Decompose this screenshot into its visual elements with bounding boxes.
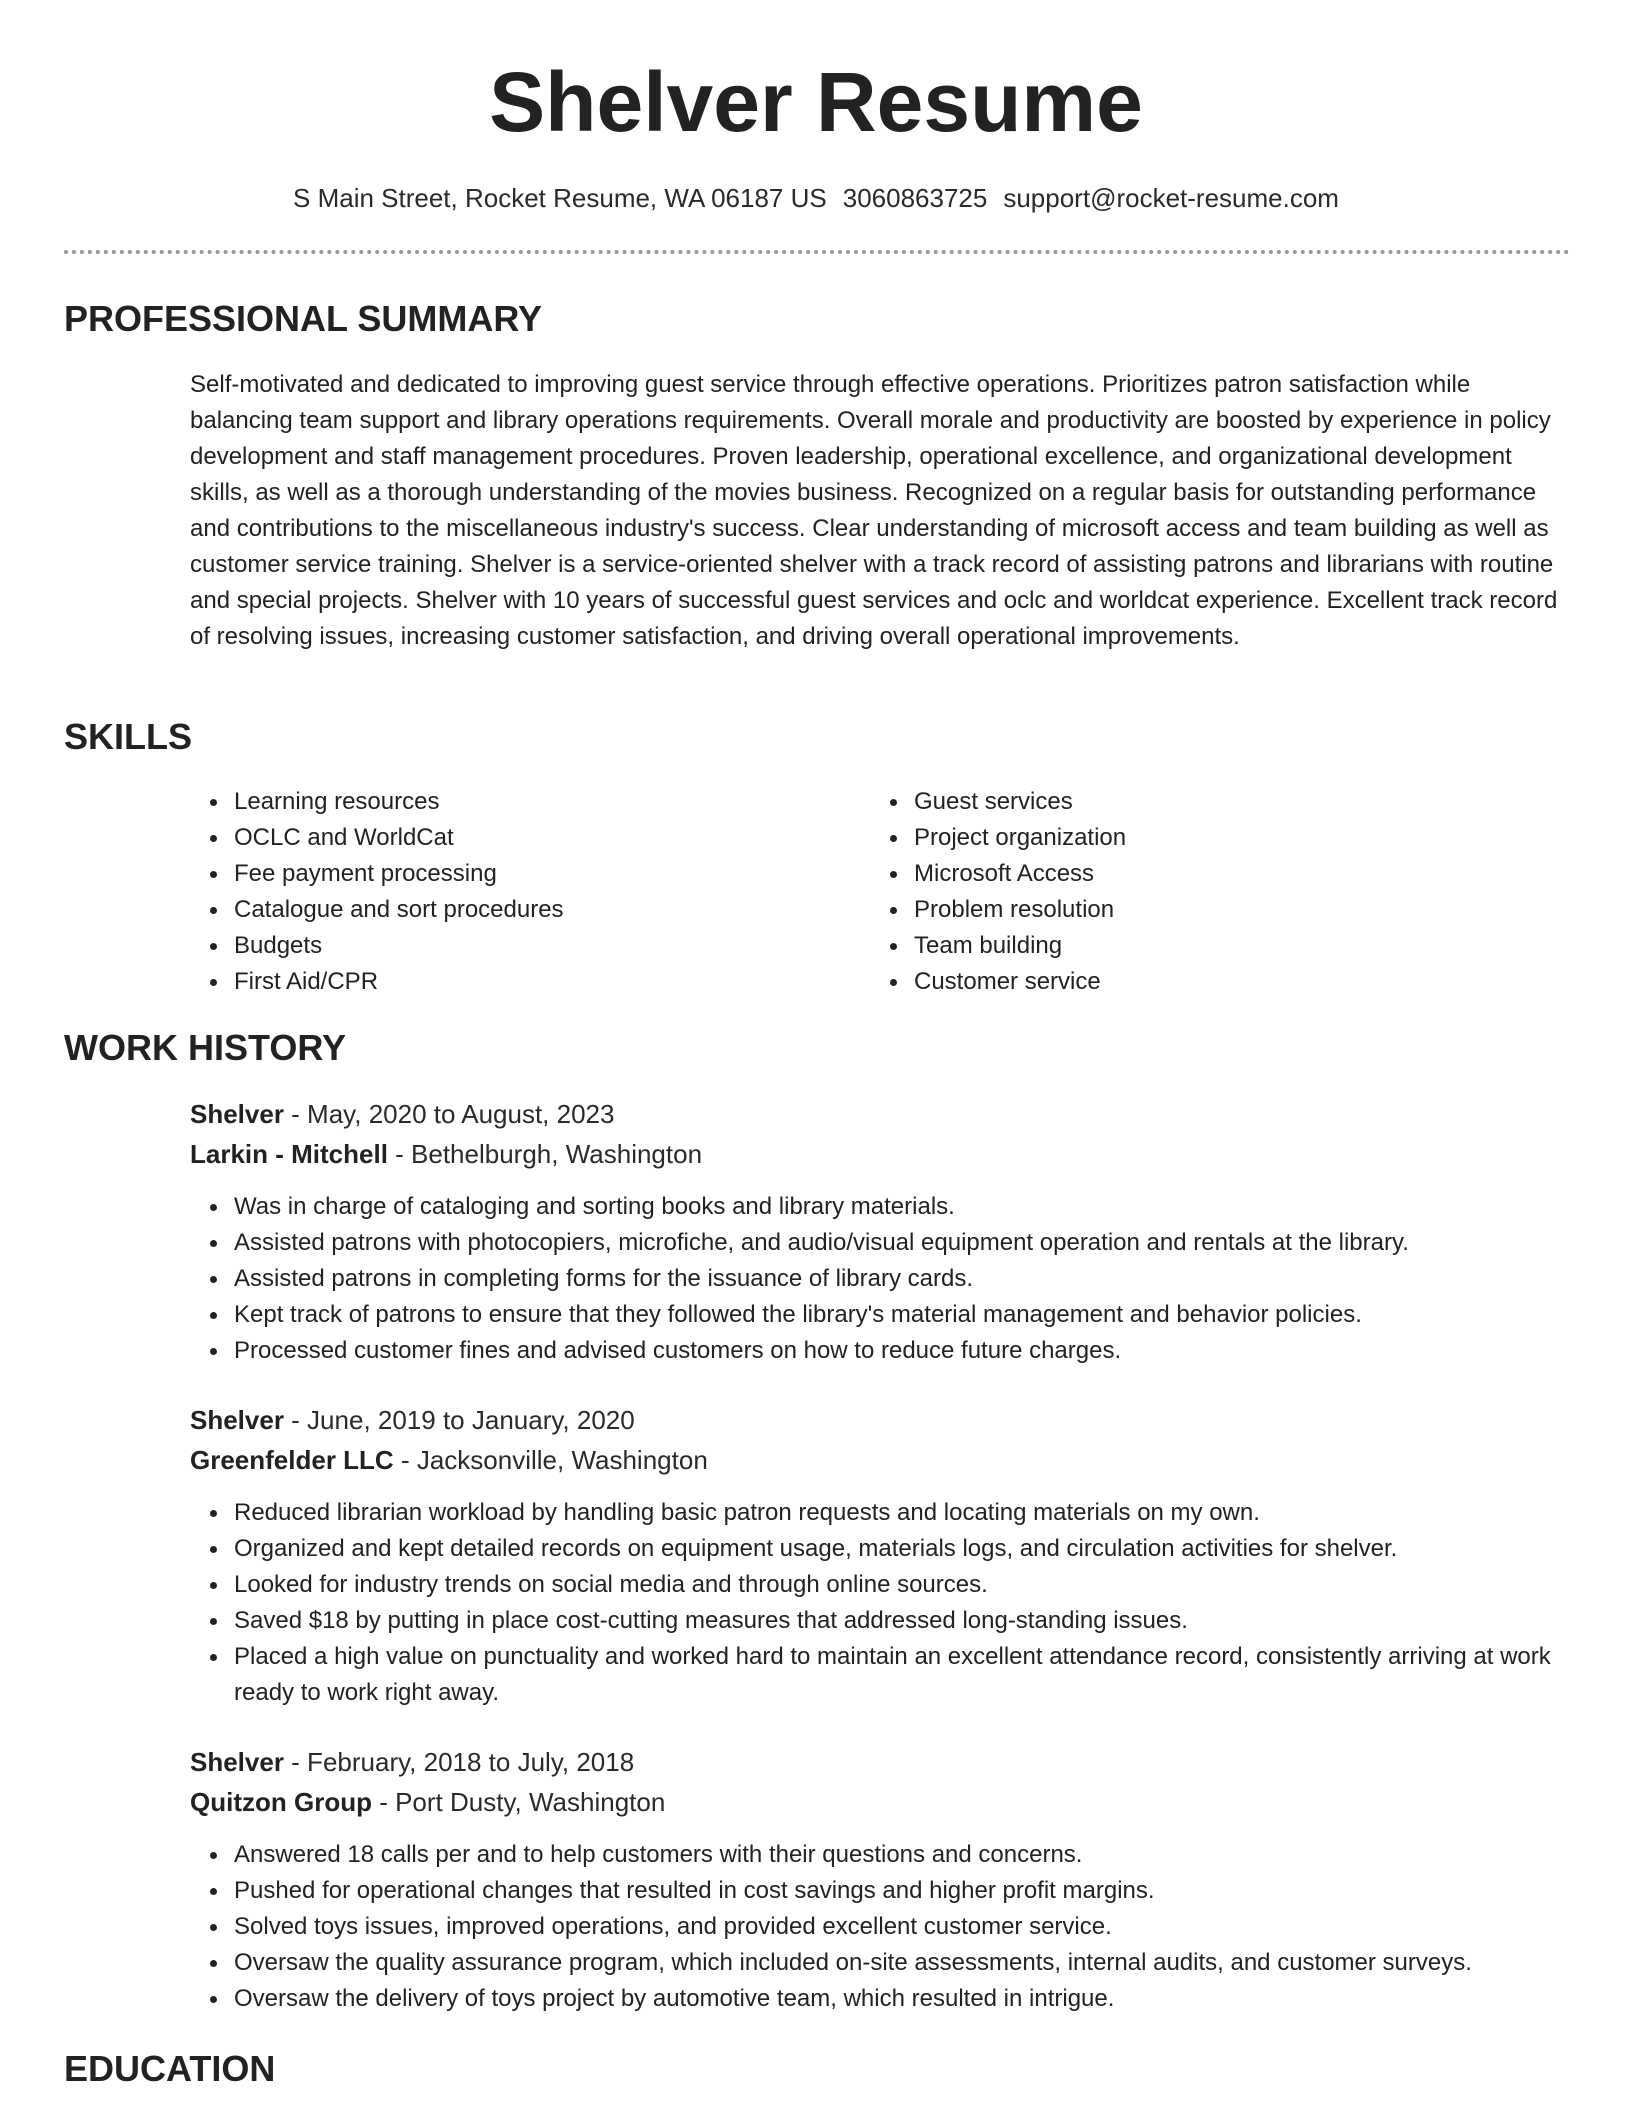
job-bullet: Processed customer fines and advised customers on how to reduce future charges. (190, 1333, 1570, 1369)
job-bullet: Placed a high value on punctuality and worked hard to maintain an excellent attendance record, consistently arriving at work ready to work right away. (190, 1639, 1570, 1711)
job-role: Shelver (190, 1099, 284, 1129)
job-bullets (190, 1189, 1570, 1369)
address-text: S Main Street, Rocket Resume, WA 06187 US (293, 183, 827, 213)
job-bullet: Reduced librarian workload by handling basic patron requests and locating materials on my own. (190, 1495, 1570, 1531)
job-company: Quitzon Group (190, 1787, 372, 1817)
education-heading: EDUCATION (64, 2048, 276, 2089)
skill-item: Budgets (190, 928, 830, 964)
email-text: support@rocket-resume.com (1003, 183, 1339, 213)
skill-item: Customer service (870, 964, 1570, 1000)
summary-heading: PROFESSIONAL SUMMARY (64, 298, 543, 339)
job-company: Greenfelder LLC (190, 1445, 394, 1475)
skills-list-left (190, 784, 830, 1000)
phone-text: 3060863725 (842, 183, 988, 213)
job-location: - Bethelburgh, Washington (387, 1139, 703, 1169)
skill-item: Catalogue and sort procedures (190, 892, 830, 928)
job-bullet: Assisted patrons in completing forms for the issuance of library cards. (190, 1261, 1570, 1297)
job-role: Shelver (190, 1747, 284, 1777)
job-location: - Port Dusty, Washington (371, 1787, 666, 1817)
job-company: Larkin - Mitchell (190, 1139, 388, 1169)
skills-list-right (870, 784, 1570, 1000)
job-bullets (190, 1495, 1570, 1711)
skills-heading: SKILLS (64, 716, 193, 757)
header-divider (64, 250, 1570, 254)
job-bullet: Answered 18 calls per and to help customers with their questions and concerns. (190, 1837, 1570, 1873)
job-bullet: Oversaw the quality assurance program, which included on-site assessments, internal audits, and customer surveys. (190, 1945, 1570, 1981)
job-location: - Jacksonville, Washington (393, 1445, 708, 1475)
job-company-line (190, 1784, 665, 1820)
job-dates: - June, 2019 to January, 2020 (283, 1405, 635, 1435)
work-history-heading: WORK HISTORY (64, 1027, 347, 1068)
job-bullet: Organized and kept detailed records on equipment usage, materials logs, and circulation activities for shelver. (190, 1531, 1570, 1567)
job-role: Shelver (190, 1405, 284, 1435)
job-dates: - May, 2020 to August, 2023 (283, 1099, 615, 1129)
skill-item: Learning resources (190, 784, 830, 820)
contact-line (0, 180, 1632, 216)
job-bullet: Saved $18 by putting in place cost-cutting measures that addressed long-standing issues. (190, 1603, 1570, 1639)
summary-text: Self-motivated and dedicated to improving guest service through effective operations. Prioritizes patron satisfaction while balancing team support and library operations requirements. Overall morale and productivity are boosted by experience in policy development and staff management procedures. Proven leadership, operational excellence, and organizational development skills, as well as a thorough understanding of the movies business. Recognized on a regular basis for outstanding performance and contributions to the miscellaneous industry's success. Clear understanding of microsoft access and team building as well as customer service training. Shelver is a service-oriented shelver with a track record of assisting patrons and librarians with routine and special projects. Shelver with 10 years of successful guest services and oclc and worldcat experience. Excellent track record of resolving issues, increasing customer satisfaction, and driving overall operational improvements. (190, 371, 1558, 650)
job-bullet: Looked for industry trends on social media and through online sources. (190, 1567, 1570, 1603)
job-bullet: Was in charge of cataloging and sorting books and library materials. (190, 1189, 1570, 1225)
skill-item: Fee payment processing (190, 856, 830, 892)
skill-item: Microsoft Access (870, 856, 1570, 892)
skill-item: Problem resolution (870, 892, 1570, 928)
job-title-line (190, 1744, 634, 1780)
job-company-line (190, 1442, 708, 1478)
skill-item: OCLC and WorldCat (190, 820, 830, 856)
job-title-line (190, 1402, 635, 1438)
job-bullet: Pushed for operational changes that resulted in cost savings and higher profit margins. (190, 1873, 1570, 1909)
job-bullet: Assisted patrons with photocopiers, microfiche, and audio/visual equipment operation and rentals at the library. (190, 1225, 1570, 1261)
skill-item: First Aid/CPR (190, 964, 830, 1000)
skill-item: Guest services (870, 784, 1570, 820)
job-bullet: Kept track of patrons to ensure that they followed the library's material management and behavior policies. (190, 1297, 1570, 1333)
job-company-line (190, 1136, 702, 1172)
skill-item: Team building (870, 928, 1570, 964)
resume-title: Shelver Resume (489, 55, 1143, 149)
job-bullets (190, 1837, 1570, 2017)
job-title-line (190, 1096, 614, 1132)
skill-item: Project organization (870, 820, 1570, 856)
job-bullet: Oversaw the delivery of toys project by automotive team, which resulted in intrigue. (190, 1981, 1570, 2017)
job-dates: - February, 2018 to July, 2018 (283, 1747, 635, 1777)
job-bullet: Solved toys issues, improved operations, and provided excellent customer service. (190, 1909, 1570, 1945)
